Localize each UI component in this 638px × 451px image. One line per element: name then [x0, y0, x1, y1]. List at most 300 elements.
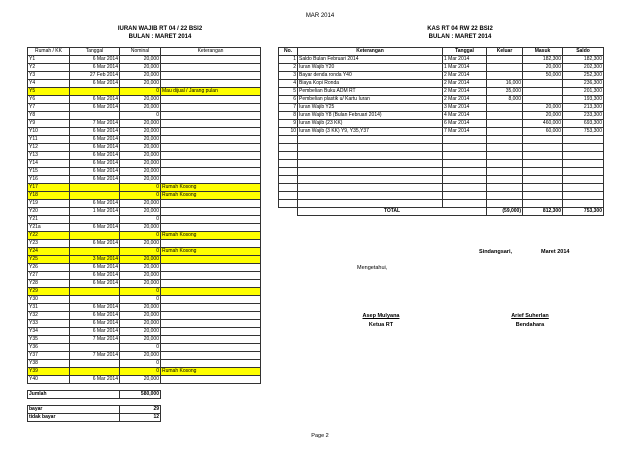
table-cell	[279, 152, 298, 160]
table-cell	[161, 120, 261, 128]
table-cell	[70, 112, 120, 120]
table-cell: Biaya Kopi Ronda	[298, 80, 443, 88]
table-cell	[523, 192, 563, 200]
table-cell: 16,000	[487, 80, 523, 88]
table-row	[28, 328, 261, 336]
table-cell	[563, 184, 604, 192]
table-row	[28, 352, 261, 360]
table-cell: 8	[279, 112, 298, 120]
table-cell	[523, 168, 563, 176]
left-header-cell: Rumah / KK	[28, 48, 70, 56]
table-cell: Y28	[28, 280, 70, 288]
table-cell	[161, 96, 261, 104]
table-row	[28, 344, 261, 352]
table-cell: 20,000	[120, 72, 161, 80]
table-cell	[161, 72, 261, 80]
bendahara-name: Arief Suherlan	[511, 313, 549, 319]
table-cell	[523, 152, 563, 160]
table-row	[279, 96, 604, 104]
table-row	[28, 72, 261, 80]
table-cell	[161, 272, 261, 280]
table-cell: 6 Mar 2014	[70, 264, 120, 272]
table-cell	[161, 256, 261, 264]
table-cell: Bayar denda ronda Y40	[298, 72, 443, 80]
tidak-bayar-value: 12	[120, 414, 161, 422]
table-cell: 6 Mar 2014	[70, 304, 120, 312]
table-cell	[487, 160, 523, 168]
table-cell	[279, 176, 298, 184]
table-cell: 252,300	[563, 72, 604, 80]
table-cell: 5	[279, 88, 298, 96]
table-row	[28, 296, 261, 304]
table-cell	[298, 192, 443, 200]
table-cell: 182,300	[563, 56, 604, 64]
left-title: IURAN WAJIB RT 04 / 22 BSI2	[117, 26, 203, 32]
table-row	[279, 176, 604, 184]
table-row	[279, 184, 604, 192]
table-cell: Y16	[28, 176, 70, 184]
table-cell: 20,000	[523, 104, 563, 112]
table-cell	[70, 344, 120, 352]
table-row	[279, 88, 604, 96]
table-cell: 6 Mar 2014	[70, 56, 120, 64]
table-cell	[487, 104, 523, 112]
page-number: Page 2	[311, 433, 329, 439]
jumlah-table	[27, 390, 161, 399]
table-row	[28, 200, 261, 208]
page-top-label: MAR 2014	[305, 13, 335, 19]
table-cell: 6 Mar 2014	[70, 168, 120, 176]
table-cell: Y12	[28, 144, 70, 152]
date-label: Maret 2014	[541, 249, 570, 255]
table-cell: 6 Mar 2014	[70, 272, 120, 280]
right-header-cell: Keterangan	[298, 48, 443, 56]
table-cell	[161, 144, 261, 152]
table-cell: Y1	[28, 56, 70, 64]
table-cell	[487, 192, 523, 200]
table-cell: 6 Mar 2014	[70, 64, 120, 72]
table-cell: Y20	[28, 208, 70, 216]
table-row	[28, 264, 261, 272]
table-cell: 7 Mar 2014	[70, 352, 120, 360]
table-row	[28, 144, 261, 152]
right-header-cell: Masuk	[523, 48, 563, 56]
table-cell: Y3	[28, 72, 70, 80]
table-cell	[161, 352, 261, 360]
table-row	[28, 224, 261, 232]
table-cell: Y18	[28, 192, 70, 200]
table-row	[279, 72, 604, 80]
table-cell: Y4	[28, 80, 70, 88]
table-cell	[161, 312, 261, 320]
table-cell: Y22	[28, 232, 70, 240]
right-header-cell: Keluar	[487, 48, 523, 56]
table-cell	[161, 264, 261, 272]
ketua-name: Asep Mulyana	[362, 313, 400, 319]
table-cell: 6 Mar 2014	[70, 160, 120, 168]
table-cell: Mau dijual / Jarang pulan	[161, 88, 261, 96]
bayar-table	[27, 405, 161, 422]
table-cell: 693,300	[563, 120, 604, 128]
table-cell: 201,300	[563, 88, 604, 96]
table-cell: Y27	[28, 272, 70, 280]
table-cell: Iuran Wajib Y20	[298, 64, 443, 72]
table-cell: 7 Mar 2014	[70, 120, 120, 128]
table-cell: Y24	[28, 248, 70, 256]
table-cell: 20,000	[120, 208, 161, 216]
table-cell: Y40	[28, 376, 70, 384]
table-cell: 20,000	[120, 128, 161, 136]
table-cell	[443, 184, 487, 192]
table-cell	[161, 288, 261, 296]
table-cell	[443, 168, 487, 176]
table-cell: Y17	[28, 184, 70, 192]
table-cell: 7	[279, 104, 298, 112]
table-row	[28, 280, 261, 288]
table-cell: 6 Mar 2014	[70, 152, 120, 160]
table-cell: 6 Mar 2014	[70, 312, 120, 320]
table-cell: 233,300	[563, 112, 604, 120]
table-cell: 20,000	[120, 200, 161, 208]
table-cell	[298, 176, 443, 184]
table-cell	[70, 232, 120, 240]
table-row	[28, 360, 261, 368]
jumlah-value: 580,000	[120, 391, 161, 399]
table-cell: 20,000	[523, 112, 563, 120]
table-row	[279, 160, 604, 168]
right-header-cell: No.	[279, 48, 298, 56]
tidak-bayar-label: tidak bayar	[28, 414, 120, 422]
table-cell: 20,000	[120, 312, 161, 320]
table-cell	[487, 176, 523, 184]
table-cell: 20,000	[120, 152, 161, 160]
table-cell: Rumah Kosong	[161, 368, 261, 376]
right-header-cell: Tanggal	[443, 48, 487, 56]
table-row	[28, 240, 261, 248]
table-cell: Iuran Wajib (23 KK)	[298, 120, 443, 128]
table-cell	[279, 136, 298, 144]
table-cell: 1 Mar 2014	[70, 208, 120, 216]
table-cell	[487, 184, 523, 192]
table-row	[28, 216, 261, 224]
table-cell: Y10	[28, 128, 70, 136]
table-cell: 20,000	[120, 104, 161, 112]
table-row	[279, 152, 604, 160]
table-cell	[161, 104, 261, 112]
table-cell: 1	[279, 56, 298, 64]
table-cell: 6 Mar 2014	[70, 144, 120, 152]
table-row	[279, 136, 604, 144]
table-cell: Y35	[28, 336, 70, 344]
table-cell: Y21	[28, 216, 70, 224]
table-row	[28, 64, 261, 72]
table-row	[279, 200, 604, 208]
jumlah-label: Jumlah	[28, 391, 120, 399]
left-header-cell: Keterangan	[161, 48, 261, 56]
table-cell: 213,300	[563, 104, 604, 112]
table-cell: 60,000	[523, 128, 563, 136]
table-cell	[161, 304, 261, 312]
table-cell	[70, 88, 120, 96]
table-cell: Y5	[28, 88, 70, 96]
table-cell: 20,000	[120, 160, 161, 168]
table-cell: Y38	[28, 360, 70, 368]
table-cell	[161, 176, 261, 184]
table-cell: Rumah Kosong	[161, 248, 261, 256]
table-row	[28, 56, 261, 64]
table-cell: Y15	[28, 168, 70, 176]
table-cell	[279, 184, 298, 192]
table-cell	[487, 144, 523, 152]
table-cell: Y13	[28, 152, 70, 160]
table-row	[28, 288, 261, 296]
table-cell: 27 Feb 2014	[70, 72, 120, 80]
table-cell	[161, 80, 261, 88]
table-cell	[298, 152, 443, 160]
table-cell: 0	[120, 296, 161, 304]
table-row	[28, 312, 261, 320]
table-row	[28, 160, 261, 168]
table-row	[28, 80, 261, 88]
table-cell	[161, 360, 261, 368]
table-cell	[161, 200, 261, 208]
table-cell	[487, 112, 523, 120]
table-cell: Pembelian Buku ADM RT	[298, 88, 443, 96]
table-row	[279, 104, 604, 112]
table-cell	[70, 288, 120, 296]
table-cell: 2 Mar 2014	[443, 80, 487, 88]
table-row	[279, 128, 604, 136]
table-cell	[70, 296, 120, 304]
table-cell: 0	[120, 184, 161, 192]
bayar-value: 29	[120, 406, 161, 414]
table-row	[28, 320, 261, 328]
table-cell	[279, 200, 298, 208]
table-cell: 0	[120, 344, 161, 352]
table-row	[279, 144, 604, 152]
table-cell	[523, 96, 563, 104]
table-cell: Y14	[28, 160, 70, 168]
table-cell	[487, 64, 523, 72]
table-cell: 3	[279, 72, 298, 80]
table-cell	[487, 72, 523, 80]
table-cell: Iuran Wajib Y25	[298, 104, 443, 112]
table-cell	[279, 144, 298, 152]
table-cell	[523, 136, 563, 144]
table-cell: Y26	[28, 264, 70, 272]
table-cell	[161, 240, 261, 248]
table-cell: 20,000	[120, 120, 161, 128]
table-cell	[487, 200, 523, 208]
table-cell: 20,000	[120, 224, 161, 232]
table-row	[28, 88, 261, 96]
table-row	[28, 96, 261, 104]
table-cell	[563, 192, 604, 200]
table-cell: 202,300	[563, 64, 604, 72]
table-cell	[443, 160, 487, 168]
table-cell: 6 Mar 2014	[443, 120, 487, 128]
table-cell	[70, 248, 120, 256]
table-cell	[161, 160, 261, 168]
kas-table	[278, 47, 604, 216]
table-cell	[161, 280, 261, 288]
table-cell: Y39	[28, 368, 70, 376]
table-cell: Y23	[28, 240, 70, 248]
table-row	[28, 248, 261, 256]
total-label: TOTAL	[298, 208, 487, 216]
table-cell: 0	[120, 248, 161, 256]
table-row	[28, 256, 261, 264]
table-cell	[161, 128, 261, 136]
table-cell	[443, 144, 487, 152]
table-cell: 8,000	[487, 96, 523, 104]
table-cell: Y11	[28, 136, 70, 144]
table-cell	[298, 136, 443, 144]
table-cell: 0	[120, 360, 161, 368]
table-cell	[279, 160, 298, 168]
table-cell	[443, 192, 487, 200]
table-cell: Y8	[28, 112, 70, 120]
table-cell: 20,000	[120, 280, 161, 288]
table-row	[28, 168, 261, 176]
table-cell	[161, 208, 261, 216]
table-cell: 20,000	[120, 240, 161, 248]
table-row	[28, 112, 261, 120]
table-cell	[161, 320, 261, 328]
table-cell: Pembelian plastik u/ Kartu Iuran	[298, 96, 443, 104]
table-cell	[161, 224, 261, 232]
table-cell: Y2	[28, 64, 70, 72]
table-cell	[487, 128, 523, 136]
table-cell: 9	[279, 120, 298, 128]
table-cell	[161, 64, 261, 72]
table-cell: 4	[279, 80, 298, 88]
table-cell: Y30	[28, 296, 70, 304]
table-cell: 6 Mar 2014	[70, 80, 120, 88]
table-row	[28, 336, 261, 344]
table-cell	[523, 184, 563, 192]
table-cell: 6 Mar 2014	[70, 328, 120, 336]
table-cell	[523, 88, 563, 96]
table-cell	[563, 168, 604, 176]
table-cell: Y9	[28, 120, 70, 128]
left-header-cell: Tanggal	[70, 48, 120, 56]
table-cell	[161, 136, 261, 144]
table-cell	[487, 168, 523, 176]
table-cell: 20,000	[120, 264, 161, 272]
table-row	[28, 104, 261, 112]
table-cell: 2 Mar 2014	[443, 72, 487, 80]
table-cell: 0	[120, 288, 161, 296]
table-cell	[70, 360, 120, 368]
table-cell: 6 Mar 2014	[70, 240, 120, 248]
ketua-role: Ketua RT	[368, 322, 394, 328]
table-cell: Y7	[28, 104, 70, 112]
table-cell: 6 Mar 2014	[70, 320, 120, 328]
table-cell: 0	[120, 368, 161, 376]
table-cell	[161, 344, 261, 352]
table-row	[279, 112, 604, 120]
table-cell: 20,000	[120, 320, 161, 328]
table-cell: Rumah Kosong	[161, 232, 261, 240]
table-cell: Y29	[28, 288, 70, 296]
table-row	[28, 120, 261, 128]
table-row	[279, 168, 604, 176]
table-cell	[70, 216, 120, 224]
table-cell: Saldo Bulan Februari 2014	[298, 56, 443, 64]
table-row	[279, 192, 604, 200]
table-cell: 6	[279, 96, 298, 104]
table-cell: 20,000	[120, 256, 161, 264]
table-cell: 6 Mar 2014	[70, 136, 120, 144]
table-cell: 6 Mar 2014	[70, 200, 120, 208]
table-cell	[161, 336, 261, 344]
table-cell: 2 Mar 2014	[443, 96, 487, 104]
table-cell	[523, 80, 563, 88]
table-cell: 0	[120, 192, 161, 200]
table-cell: 7 Mar 2014	[70, 336, 120, 344]
table-cell: 6 Mar 2014	[70, 128, 120, 136]
table-cell: Y21a	[28, 224, 70, 232]
table-cell: 20,000	[120, 56, 161, 64]
table-cell: Iuran Wajib (3 KK) Y9, Y35,Y37	[298, 128, 443, 136]
table-cell	[523, 144, 563, 152]
table-cell	[523, 160, 563, 168]
table-cell	[443, 136, 487, 144]
table-cell: 20,000	[120, 272, 161, 280]
table-cell	[487, 152, 523, 160]
table-cell: 20,000	[120, 64, 161, 72]
table-cell	[563, 136, 604, 144]
table-cell: Y34	[28, 328, 70, 336]
table-cell: 20,000	[120, 144, 161, 152]
table-cell: 7 Mar 2014	[443, 128, 487, 136]
bendahara-role: Bendahara	[515, 322, 545, 328]
table-cell: 6 Mar 2014	[70, 176, 120, 184]
table-cell	[487, 136, 523, 144]
table-cell: 20,000	[120, 304, 161, 312]
table-cell	[523, 176, 563, 184]
table-cell: 20,000	[120, 328, 161, 336]
table-cell: 6 Mar 2014	[70, 224, 120, 232]
bayar-label: bayar	[28, 406, 120, 414]
table-cell: 3 Mar 2014	[443, 104, 487, 112]
table-cell	[298, 144, 443, 152]
table-cell: 3 Mar 2014	[70, 256, 120, 264]
table-cell: 460,000	[523, 120, 563, 128]
table-cell: Y36	[28, 344, 70, 352]
table-cell: 182,300	[523, 56, 563, 64]
total-saldo: 753,300	[563, 208, 604, 216]
table-row	[279, 56, 604, 64]
right-subtitle: BULAN : MARET 2014	[428, 34, 492, 40]
iuran-table	[27, 47, 261, 384]
table-cell: 1 Mar 2014	[443, 64, 487, 72]
table-cell: Y32	[28, 312, 70, 320]
table-row	[28, 232, 261, 240]
table-cell	[298, 160, 443, 168]
table-cell: Y19	[28, 200, 70, 208]
table-cell	[161, 112, 261, 120]
table-cell: 6 Mar 2014	[70, 280, 120, 288]
table-cell: 20,000	[120, 96, 161, 104]
table-row	[28, 184, 261, 192]
table-row	[279, 120, 604, 128]
table-cell: Y33	[28, 320, 70, 328]
table-cell: 236,300	[563, 80, 604, 88]
table-cell	[70, 368, 120, 376]
table-cell	[298, 184, 443, 192]
